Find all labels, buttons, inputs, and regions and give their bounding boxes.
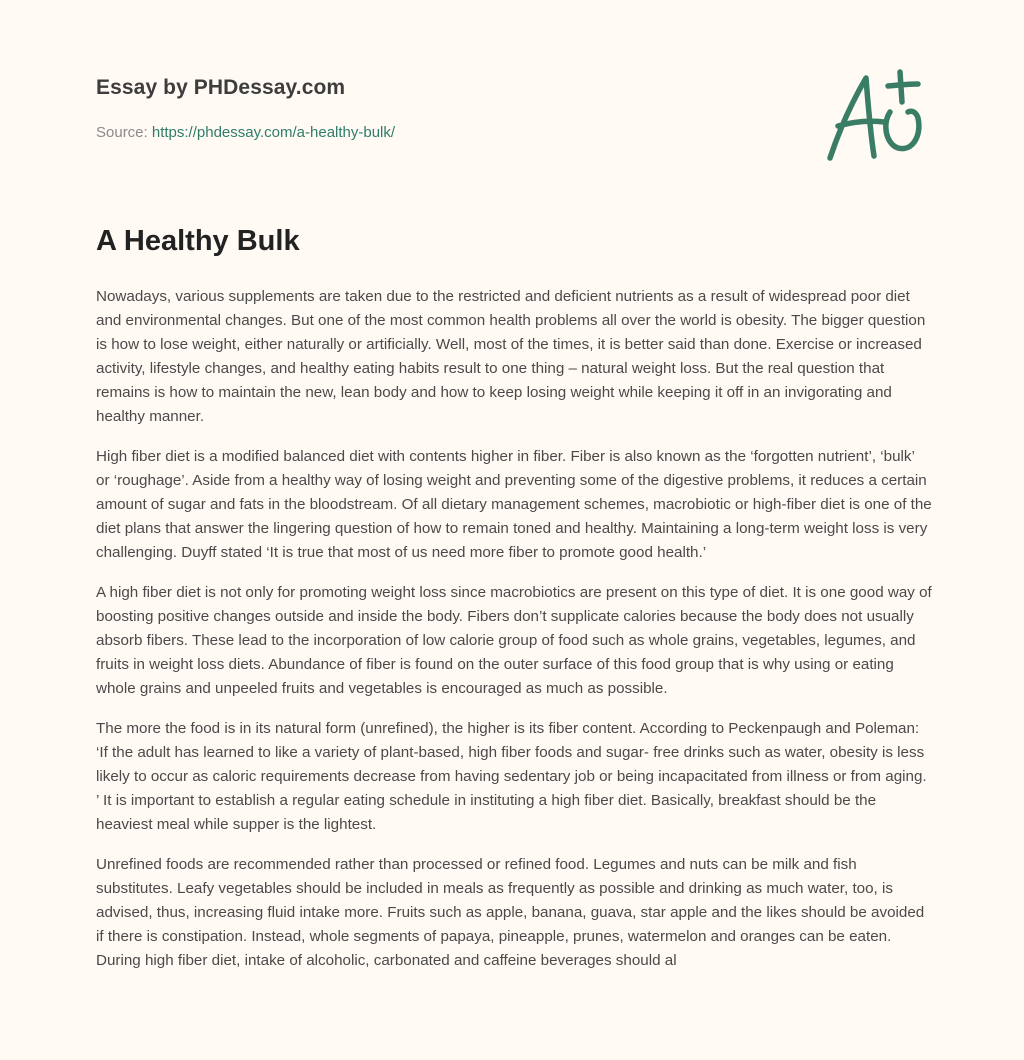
source-link[interactable]: https://phdessay.com/a-healthy-bulk/ (151, 124, 396, 141)
essay-paragraph: A high fiber diet is not only for promoting weight loss since macrobiotics are present on this type of diet. It is one good way of boosting positive changes outside and inside the body. Fibers don’t supplicate calories because the body does not usually absorb fibers. These lead to the incorporation of low calorie group of food such as whole grains, vegetables, legumes, and fruits in weight loss diets. Abundance of fiber is found on the outer surface of this food group that is why using or eating whole grains and unpeeled fruits and vegetables is encouraged as much as possible. (96, 584, 932, 697)
essay-paragraph: Nowadays, various supplements are taken due to the restricted and deficient nutrients as a result of widespread poor diet and environmental changes. But one of the most common health problems all over the world is obesity. The bigger question is how to lose weight, either naturally or artificially. Well, most of the times, it is better said than done. Exercise or increased activity, lifestyle changes, and healthy eating habits result to one thing – natural weight loss. But the real question that remains is how to maintain the new, lean body and how to keep losing weight while keeping it off in an invigorating and healthy manner. (96, 288, 926, 425)
source-line (96, 124, 395, 141)
site-title: Essay by PHDessay.com (96, 76, 346, 99)
essay-body (96, 285, 932, 1045)
source-label: Source: (96, 124, 148, 141)
a-plus-grade-icon (818, 64, 934, 168)
essay-paragraph: High fiber diet is a modified balanced diet with contents higher in fiber. Fiber is also known as the ‘forgotten nutrient’, ‘bulk’ or ‘roughage’. Aside from a healthy way of losing weight and preventing some of the digestive problems, it reduces a certain amount of sugar and fats in the bloodstream. Of all dietary management schemes, macrobiotic or high-fiber diet is one of the diet plans that answer the lingering question of how to remain toned and healthy. Maintaining a long-term weight loss is very challenging. Duyff stated ‘It is true that most of us need more fiber to promote good health.’ (96, 448, 932, 561)
essay-title: A Healthy Bulk (96, 225, 300, 257)
essay-paragraph: The more the food is in its natural form (unrefined), the higher is its fiber content. According to Peckenpaugh and Poleman: ‘If the adult has learned to like a variety of plant-based, high fiber foods and sugar- free drinks such as water, obesity is less likely to occur as caloric requirements decrease from having sedentary job or being incapacitated from illness or from aging. ’ It is important to establish a regular eating schedule in instituting a high fiber diet. Basically, breakfast should be the heaviest meal while supper is the lightest. (96, 720, 927, 833)
essay-paragraph: Unrefined foods are recommended rather than processed or refined food. Legumes and nuts can be milk and fish substitutes. Leafy vegetables should be included in meals as frequently as possible and drinking as much water, too, is advised, thus, increasing fluid intake more. Fruits such as apple, banana, guava, star apple and the likes should be avoided if there is constipation. Instead, whole segments of papaya, pineapple, prunes, watermelon and oranges can be eaten. During high fiber diet, intake of alcoholic, carbonated and caffeine beverages should al (96, 856, 925, 969)
